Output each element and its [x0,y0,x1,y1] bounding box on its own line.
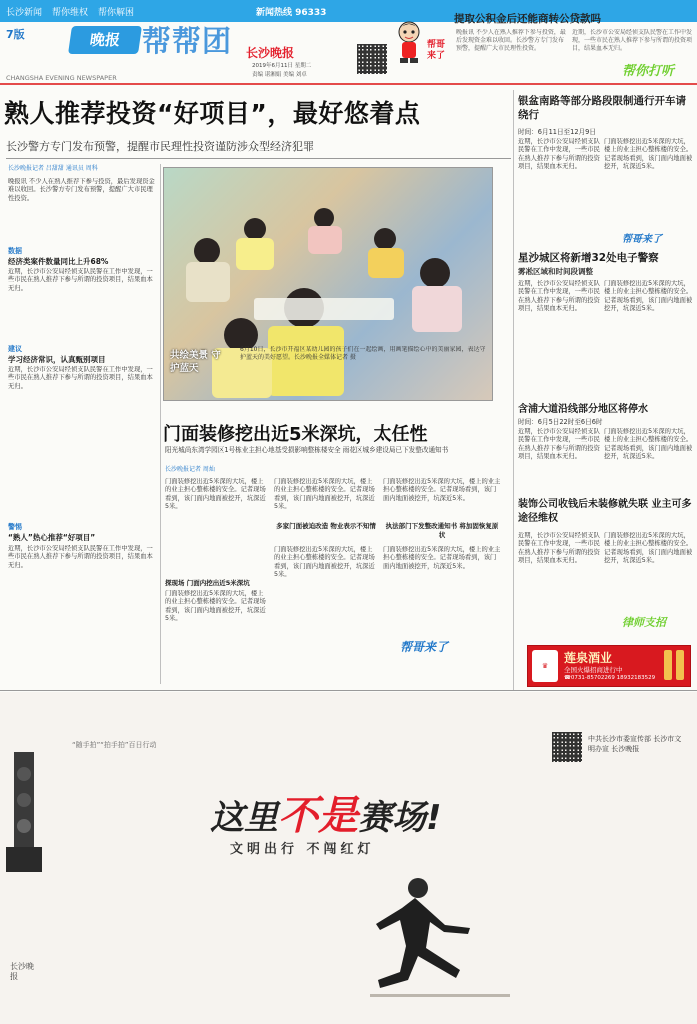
sidebar-item-3-body [518,428,600,488]
masthead-rule [0,83,697,85]
sidebar-item-3-text: 近期，长沙市公安局经侦支队民警在工作中发现，一些市民在熟人推荐下参与所谓的投资项目，结果血本无归。 [518,428,600,460]
brand-title: 帮帮团 [142,24,233,58]
story2-col1-text: 门面装修挖出近5米深的大坑，楼上的业主担心整栋楼的安全。记者现场看到，该门面内地面被挖开，坑深近5米。 [165,478,266,510]
main-headline[interactable]: 熟人推荐投资“好项目”，最好悠着点 [4,99,421,128]
main-lead-text: 晚报讯 不少人在熟人推荐下参与投资，最后发现资金难以收回。长沙警方专门发布预警，提醒广大市民理性投资。 [8,178,155,202]
side-question-title[interactable]: 提取公积金后还能商转公贷款吗 [454,13,601,25]
section3-label: 警惕 [8,523,22,531]
sidebar-item-1-text: 近期，长沙市公安局经侦支队民警在工作中发现，一些市民在熟人推荐下参与所谓的投资项目，结果血本无归。 [518,138,600,170]
section3-title: “熟人”热心推荐“好项目” [8,533,96,542]
story2-col3 [383,478,501,518]
edition-number: 7版 [6,28,25,41]
brand-badge: 晚报 [68,26,142,54]
story2-section1: 探现场 门面内挖出近5米深坑 [165,579,250,587]
mascot-tag: 帮哥来了 [427,40,446,61]
wine-logo-icon: ♛ [532,650,558,682]
sidebar-item-2-title[interactable]: 星沙城区将新增32处电子警察 [518,252,659,264]
poster-title-pre: 这里 [210,798,278,838]
poster-top-quote: “随手拍”“拍手拍”百日行动 [72,741,157,749]
sidebar-item-1-text2: 门面装修挖出近5米深的大坑，楼上的业主担心整栋楼的安全。记者现场看到，该门面内地面被挖开，坑深近5米。 [604,138,693,170]
sidebar-item-1-date: 时间：6月11日至12月9日 [518,128,596,136]
wine-ad-brand: 莲泉酒业 [564,651,613,665]
sidebar-item-1-body [518,138,600,228]
story2-col2b [274,546,378,684]
poster-title [210,784,510,839]
story2-col1b [165,590,269,684]
sidebar-tag-1: 帮哥来了 [622,234,662,245]
sidebar-item-2-sub: 雾凇区域和时间段调整 [518,267,593,276]
sidebar-item-3-body2 [604,428,694,488]
bottle-icon-2 [676,650,684,680]
poster-slogan: 文明出行 不闯红灯 [230,842,375,857]
photo-caption [240,346,490,386]
section2-label: 建议 [8,345,22,353]
story2-byline: 长沙晚报记者 周灿 [165,466,215,473]
story2-col2-text: 门面装修挖出近5米深的大坑，楼上的业主担心整栋楼的安全。记者现场看到，该门面内地面被挖开，坑深近5米。 [274,478,375,510]
story2-subhead: 阳光城尚东湾学园区1号栋业主担心地基受损影响整栋楼安全 雨花区城乡建设局已下发整改通知书 [165,446,449,454]
main-byline: 长沙晚报记者 吕甜甜 通讯员 周科 [8,165,98,172]
sidebar-item-1-body2 [604,138,694,228]
poster-side-text: 长沙晚报 [10,962,34,981]
column-divider-1 [160,164,161,684]
story2-col3b [383,546,501,634]
date-line: 2019年6月11日 星期二 [252,63,312,69]
section2-body [8,366,156,516]
paper-english: CHANGSHA EVENING NEWSPAPER [6,74,117,82]
sidebar-item-1-title[interactable]: 银盆南路等部分路段限制通行开车请绕行 [518,95,686,121]
story2-headline[interactable]: 门面装修挖出近5米深坑，太任性 [163,424,428,445]
sidebar-item-4-body [518,532,600,638]
top-link-2[interactable]: 帮你维权 [52,8,89,18]
poster-title-red: 不是 [278,793,358,839]
sidebar-item-2-text2: 门面装修挖出近5米深的大坑，楼上的业主担心整栋楼的安全。记者现场看到，该门面内地面被挖开，坑深近5米。 [604,280,693,312]
public-service-poster [0,692,697,1024]
bottle-icon [664,650,672,680]
poster-org: 中共长沙市委宣传部 长沙市文明办宣 长沙晚报 [588,735,682,753]
cartoon-mascot-icon [394,20,424,64]
editor-line: 责编 谌湘娟 美编 刘卓 [252,72,307,78]
section2-body-text: 近期，长沙市公安局经侦支队民警在工作中发现，一些市民在熟人推荐下参与所谓的投资项目，结果血本无归。 [8,366,153,390]
story2-col2b-text: 门面装修挖出近5米深的大坑，楼上的业主担心整栋楼的安全。记者现场看到，该门面内地面被挖开，坑深近5米。 [274,546,375,578]
sidebar-item-2-body [518,280,600,392]
story2-col3b-text: 门面装修挖出近5米深的大坑，楼上的业主担心整栋楼的安全。记者现场看到，该门面内地面被挖开，坑深近5米。 [383,546,501,570]
section1-label: 数据 [8,247,22,255]
poster-title-post: 赛场! [358,798,442,838]
wine-ad-sub: 全国火爆招商进行中 [564,666,623,674]
section3-body-text: 近期，长沙市公安局经侦支队民警在工作中发现，一些市民在熟人推荐下参与所谓的投资项目，结果血本无归。 [8,545,153,569]
story2-section3: 执法部门下发整改通知书 将加固恢复原状 [385,522,499,539]
sidebar-item-4-text: 近期，长沙市公安局经侦支队民警在工作中发现，一些市民在熟人推荐下参与所谓的投资项目，结果血本无归。 [518,532,600,564]
column-divider-2 [513,90,514,690]
main-subhead: 长沙警方专门发布预警，提醒市民理性投资谨防涉众型经济犯罪 [6,140,314,153]
headline-rule [6,158,511,159]
wine-ad-phone: ☎0731-85702269 18932183529 [564,675,656,681]
top-link-1[interactable]: 长沙新闻 [6,8,43,18]
traffic-light-icon [6,752,42,872]
qr-code-icon [357,44,387,74]
section3-body [8,545,156,675]
poster-rule [0,690,697,691]
side-question-body: 晚报讯 不少人在熟人推荐下参与投资，最后发现资金难以收回。长沙警方专门发布预警，提醒广大市民理性投资。 [456,29,566,52]
sidebar-item-3-date: 时间：6月5日22时至6日6时 [518,418,603,426]
wine-ad[interactable] [527,645,691,687]
main-lead [8,178,156,238]
paper-name: 长沙晚报 [246,46,295,60]
sidebar-item-4-body2 [604,532,694,612]
photo-caption-title: 共绘美景 守护蓝天 [170,350,221,374]
sidebar-item-3-title[interactable]: 含浦大道沿线部分地区将停水 [518,404,648,415]
sidebar-tag-2: 律师支招 [622,616,666,629]
side-brand: 帮你打听 [622,64,675,79]
story2-col2 [274,478,378,518]
top-link-3[interactable]: 帮你解困 [98,8,135,18]
sidebar-item-4-title[interactable]: 装饰公司收钱后未装修就失联 业主可多途径维权 [518,499,692,524]
bangge-tag: 帮哥来了 [400,640,449,654]
sidebar-item-2-text: 近期，长沙市公安局经侦支队民警在工作中发现，一些市民在熟人推荐下参与所谓的投资项目，结果血本无归。 [518,280,600,312]
runner-silhouette-icon [360,870,520,1000]
story2-col1b-text: 门面装修挖出近5米深的大坑，楼上的业主担心整栋楼的安全。记者现场看到，该门面内地面被挖开，坑深近5米。 [165,590,266,622]
photo-caption-text: 6月10日，长沙市开福区某幼儿园的孩子们在一起绘画，用画笔描绘心中的美丽家园，表达守护蓝天的美好愿望。长沙晚报全媒体记者 摄 [240,346,486,361]
sidebar-item-2-body2 [604,280,694,392]
sidebar-item-3-text2: 门面装修挖出近5米深的大坑，楼上的业主担心整栋楼的安全。记者现场看到，该门面内地面被挖开，坑深近5米。 [604,428,693,460]
side-question-body-2: 近期，长沙市公安局经侦支队民警在工作中发现，一些市民在熟人推荐下参与所谓的投资项目，结果血本无归。 [572,29,693,52]
section2-title: 学习经济常识，认真甄别项目 [8,355,106,364]
section1-body [8,268,156,340]
sidebar-item-4-text2: 门面装修挖出近5米深的大坑，楼上的业主担心整栋楼的安全。记者现场看到，该门面内地面被挖开，坑深近5米。 [604,532,693,564]
section1-body-text: 近期，长沙市公安局经侦支队民警在工作中发现，一些市民在熟人推荐下参与所谓的投资项目，结果血本无归。 [8,268,153,292]
poster-qr-code-icon [552,732,582,762]
story2-col3-text: 门面装修挖出近5米深的大坑，楼上的业主担心整栋楼的安全。记者现场看到，该门面内地面被挖开，坑深近5米。 [383,478,501,502]
hotline: 新闻热线 96333 [256,8,327,18]
story2-col1 [165,478,269,576]
story2-section2: 多家门面被迫改造 物业表示不知情 [276,522,376,530]
section1-title: 经济类案件数量同比上升68% [8,257,109,266]
side-question-text [456,29,566,73]
